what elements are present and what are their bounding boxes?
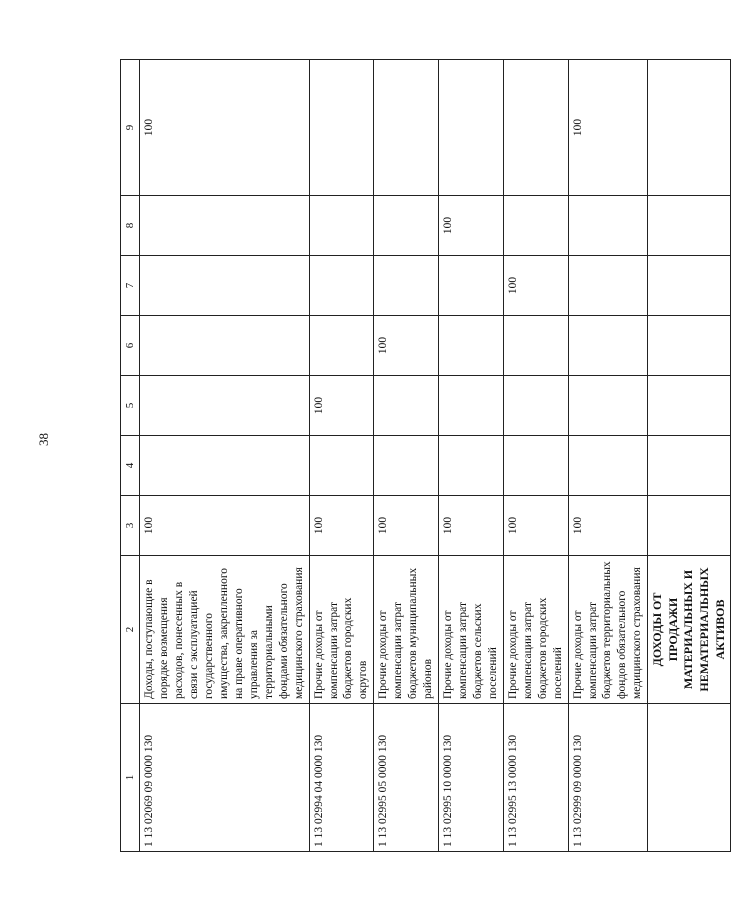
value-cell [374,436,439,496]
value-cell: 100 [568,60,648,196]
rotated-table-wrapper [120,60,727,852]
value-cell [309,256,374,316]
value-cell: 100 [140,496,309,556]
value-cell [503,60,568,196]
value-cell: 100 [140,60,309,196]
table-row [309,60,374,852]
value-cell [439,256,504,316]
table-row [140,60,309,852]
value-cell [568,316,648,376]
value-cell [140,376,309,436]
value-cell [648,316,731,376]
value-cell [374,196,439,256]
value-cell: 100 [503,256,568,316]
value-cell [309,316,374,376]
description-cell: Доходы, поступающие в порядке возмещения расходов, понесенных в связи с эксплуатацией государственного имущества, закрепленного на праве оперативного управления за территориальными фондами обязательного медицинского страхования [140,556,309,704]
column-number-row [121,60,140,852]
value-cell [439,60,504,196]
table-row [568,60,648,852]
column-header: 5 [121,376,140,436]
value-cell [140,256,309,316]
value-cell: 100 [439,496,504,556]
section-title: ДОХОДЫ ОТ ПРОДАЖИ МАТЕРИАЛЬНЫХ И НЕМАТЕРИАЛЬНЫХ АКТИВОВ [648,556,731,704]
column-header: 3 [121,496,140,556]
column-header: 4 [121,436,140,496]
value-cell [503,196,568,256]
value-cell [648,60,731,196]
budget-code-cell: 1 13 02995 05 0000 130 [374,704,439,852]
value-cell [648,196,731,256]
column-header: 2 [121,556,140,704]
table-row [374,60,439,852]
value-cell: 100 [503,496,568,556]
description-cell: Прочие доходы от компенсации затрат бюджетов сельских поселений [439,556,504,704]
value-cell: 100 [374,316,439,376]
value-cell [568,196,648,256]
value-cell [648,436,731,496]
column-header: 7 [121,256,140,316]
budget-code-cell: 1 13 02999 09 0000 130 [568,704,648,852]
value-cell [439,316,504,376]
table-row [503,60,568,852]
budget-code-cell: 1 13 02994 04 0000 130 [309,704,374,852]
description-cell: Прочие доходы от компенсации затрат бюджетов территориальных фондов обязательного медицинского страхования [568,556,648,704]
value-cell: 100 [309,376,374,436]
value-cell [568,376,648,436]
budget-code-cell: 1 13 02069 09 0000 130 [140,704,309,852]
column-header: 1 [121,704,140,852]
value-cell [374,376,439,436]
income-table [120,59,731,852]
value-cell [439,376,504,436]
value-cell [568,436,648,496]
column-header: 9 [121,60,140,196]
value-cell: 100 [568,496,648,556]
value-cell [439,436,504,496]
value-cell [648,376,731,436]
value-cell [374,60,439,196]
value-cell [374,256,439,316]
page-number: 38 [36,433,51,446]
value-cell: 100 [374,496,439,556]
column-header: 6 [121,316,140,376]
value-cell [309,436,374,496]
value-cell [503,436,568,496]
value-cell [140,316,309,376]
description-cell: Прочие доходы от компенсации затрат бюджетов городских округов [309,556,374,704]
value-cell [648,256,731,316]
value-cell [140,436,309,496]
value-cell [140,196,309,256]
budget-code-cell: 1 13 02995 13 0000 130 [503,704,568,852]
budget-code-cell: 1 13 02995 10 0000 130 [439,704,504,852]
description-cell: Прочие доходы от компенсации затрат бюджетов городских поселений [503,556,568,704]
value-cell [503,316,568,376]
value-cell [503,376,568,436]
value-cell: 100 [309,496,374,556]
value-cell [309,60,374,196]
empty-code-cell [648,704,731,852]
value-cell [309,196,374,256]
description-cell: Прочие доходы от компенсации затрат бюджетов муниципальных районов [374,556,439,704]
value-cell [568,256,648,316]
column-header: 8 [121,196,140,256]
value-cell [648,496,731,556]
table-row [439,60,504,852]
section-title-row [648,60,731,852]
value-cell: 100 [439,196,504,256]
